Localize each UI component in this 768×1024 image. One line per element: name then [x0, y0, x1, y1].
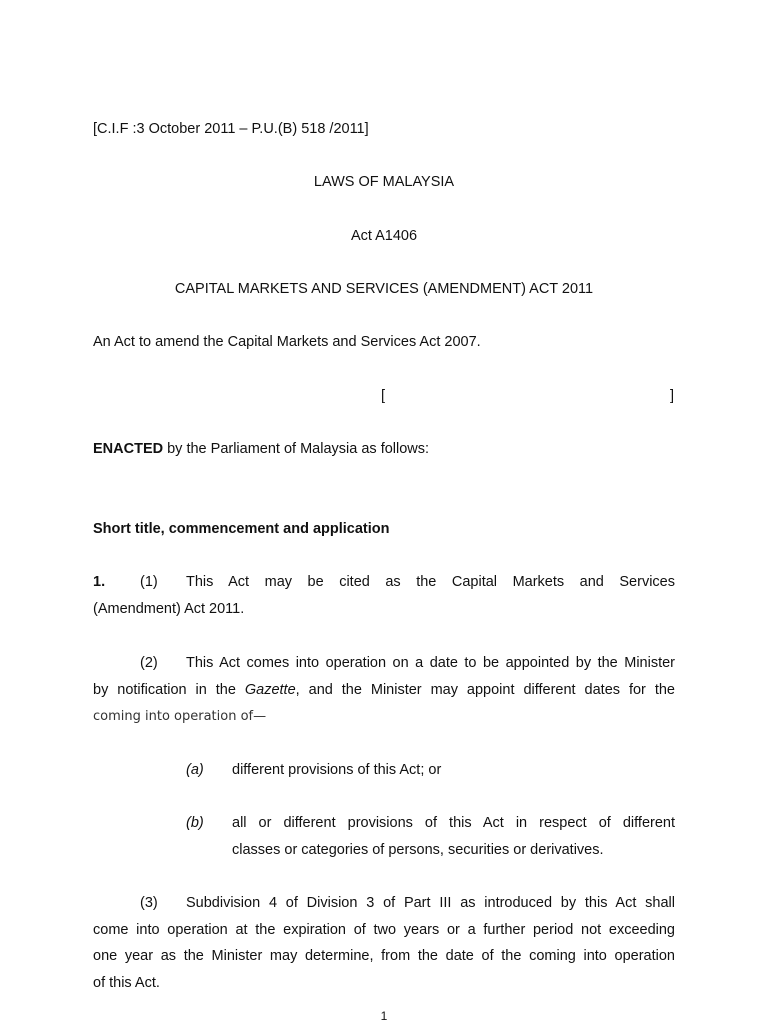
long-title: An Act to amend the Capital Markets and Services Act 2007. [93, 334, 481, 350]
subsection-2-line-2 [93, 681, 675, 699]
subsection-3-line-4: of this Act. [93, 975, 160, 991]
cif-note: [C.I.F :3 October 2011 – P.U.(B) 518 /2011] [93, 121, 369, 137]
enacted-word: ENACTED [93, 441, 164, 457]
enacting-clause [93, 440, 429, 458]
paragraph-b-label: (b) [186, 815, 204, 831]
subsection-1-label: (1) [140, 574, 158, 590]
enacting-rest: by the Parliament of Malaysia as follows: [163, 441, 430, 457]
date-bracket-close: ] [670, 388, 675, 404]
subsection-2-line-1: This Act comes into operation on a date to be appointed by the Minister [186, 655, 675, 671]
subsection-2-line-3: coming into operation of— [93, 709, 267, 724]
paragraph-a-label: (a) [186, 762, 204, 778]
subsection-3-label: (3) [140, 895, 158, 911]
paragraph-b-line-2: classes or categories of persons, securities or derivatives. [232, 842, 604, 858]
paragraph-b-line-1: all or different provisions of this Act in respect of different [232, 815, 675, 831]
gazette-italic: Gazette [244, 682, 296, 698]
subsection-3-line-1: Subdivision 4 of Division 3 of Part III as introduced by this Act shall [186, 895, 675, 911]
subsection-3-line-3: one year as the Minister may determine, from the date of the coming into operation [93, 948, 675, 964]
subsection-1-line-1: This Act may be cited as the Capital Markets and Services [186, 574, 675, 590]
subsection-2-line-2-a: by notification in the [93, 682, 245, 698]
laws-title: LAWS OF MALAYSIA [313, 174, 455, 190]
act-title: CAPITAL MARKETS AND SERVICES (AMENDMENT) ACT 2011 [174, 281, 594, 297]
subsection-1-line-2: (Amendment) Act 2011. [93, 601, 245, 617]
section-number: 1. [93, 574, 106, 590]
page-number: 1 [380, 1009, 388, 1023]
act-number: Act A1406 [350, 228, 418, 244]
subsection-3-line-2: come into operation at the expiration of two years or a further period not exceeding [93, 922, 675, 938]
subsection-2-label: (2) [140, 655, 158, 671]
section-heading: Short title, commencement and application [93, 521, 390, 537]
subsection-2-line-2-b: , and the Minister may appoint different dates for the [295, 682, 675, 698]
date-bracket-open: [ [381, 388, 386, 404]
paragraph-a-text: different provisions of this Act; or [232, 762, 442, 778]
